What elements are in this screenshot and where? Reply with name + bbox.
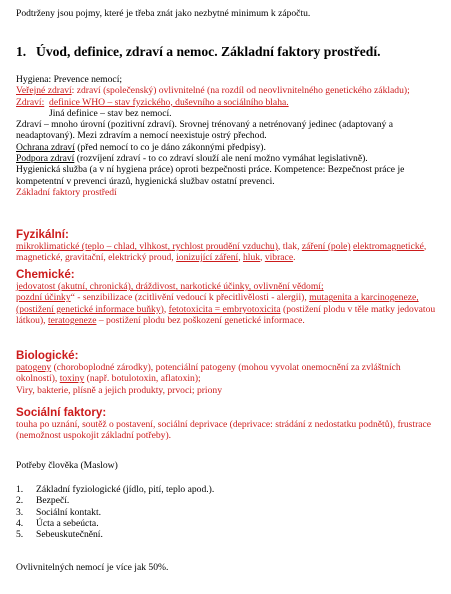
biologicke-heading: Biologické: [16,349,79,362]
podpora-zdravi-line [16,153,441,164]
pozdni-ucinky-term: pozdní účinky [16,292,71,304]
ochrana-zdravi-line [16,142,441,153]
jedovatost-term: jedovatost (akutní, chronická), dráždivost, narkotické účinky, ovlivnění vědomí; [16,281,324,292]
biologicke-text [16,362,441,385]
alternative-definition: Jiná definice – stav bez nemocí. [49,107,172,119]
zareni-term: záření (pole) [301,241,351,252]
toxiny-text: (např. botulotoxin, aflatoxin); [84,373,201,385]
zdravi-definition-line [16,97,441,108]
verejne-zdravi-line [16,85,441,96]
maslow-need-text: Bezpečí. [36,495,70,507]
hygiena-line: Hygiena: Prevence nemocí; [16,74,123,85]
hygienicka-sluzba-paragraph: Hygienická služba (a v ní hygiena práce) oproti bezpečnosti práce. Kompetence: Bezpečnost práce je kompetentní v prevenci úrazů, hygienická službav ostatní prevenci. [16,164,405,187]
maslow-needs-list [16,484,441,540]
maslow-need-text: Sebeuskutečnění. [36,529,103,541]
fetotoxicita-term: fetotoxicita = embryotoxicita [168,303,281,315]
fyzikalni-text-part: , tlak, [277,241,302,252]
verejne-zdravi-term: Veřejné zdraví [16,85,72,97]
toxiny-term: toxiny [59,373,85,385]
podpora-zdravi-text: (rozvíjení zdraví - to co zdraví slouží ale není možno vymáhat legislativně). [74,153,368,165]
fetotoxicita-text: (postižení plodu v těle matky jedovatou látkou), [16,303,436,326]
ionizujici-term: ionizující záření [176,252,239,264]
hygiene-section [16,74,441,198]
vibrace-term: vibrace [264,252,294,264]
socialni-section [16,406,441,442]
maslow-need-item [16,507,441,518]
zdravi-term: Zdraví: [16,96,45,108]
maslow-title: Potřeby člověka (Maslow) [16,460,118,471]
chemicke-text-part: , [163,303,169,315]
intro-paragraph: Podtrženy jsou pojmy, které je třeba znát jako nezbytné minimum k zápočtu. [16,8,311,19]
fyzikalni-section [16,228,441,264]
ochrana-zdravi-text: (před nemocí to co je dáno zákonnými předpisy). [74,141,266,153]
fyzikalni-heading: Fyzikální: [16,228,69,241]
maslow-need-number: 2. [16,495,24,507]
socialni-text: touha po uznání, soutěž o postavení, sociální deprivace (deprivace: strádání z nedostatku podnětů), frustrace (nemožnost uspokojit základní potřeby). [16,419,432,442]
chapter-number: 1. [16,44,27,59]
maslow-need-text: Základní fyziologické (jídlo, pití, teplo apod.). [36,484,215,495]
mikroklimaticke-term: mikroklimatické (teplo – chlad, vlhkost, rychlost proudění vzduchu) [16,241,278,252]
fyzikalni-text-part: , [238,252,243,264]
chemicke-heading: Chemické: [16,268,75,281]
chapter-heading [16,44,441,60]
maslow-need-item [16,484,441,495]
mutagenita-term: mutagenita a karcinogeneze, (postižení genetické informace buňky) [16,292,419,315]
pozdni-ucinky-text: “ - senzibilizace (zcitlivění vedoucí k přecitlivělosti - alergii), [70,292,310,304]
patogeny-text: (choroboplodné zárodky), potenciální patogeny (mohou vyvolat onemocnění za zvláštních okolností), [16,362,401,385]
maslow-need-number: 4. [16,517,24,529]
fyzikalni-text [16,241,441,264]
chemicke-text [16,281,441,326]
teratogeneze-text: – postižení plodu bez poškození genetické informace. [96,314,305,326]
fyzikalni-text-part: , [260,252,265,264]
who-definition: definice WHO – stav fyzického, duševního a sociálního blaha. [49,96,289,108]
maslow-need-text: Úcta a sebeúcta. [36,517,99,529]
fyzikalni-text-part: . [293,252,296,264]
zdravi-levels-paragraph: Zdraví – mnoho úrovní (pozitivní zdraví). Srovnej trénovaný a netrénovaný jedinec (adaptovaný a neadaptovaný). Mezi zdravím a nemocí neexistuje ostrý přechod. [16,119,393,142]
chapter-title: Úvod, definice, zdraví a nemoc. Základní faktory prostředí. [36,44,381,59]
maslow-need-item [16,529,441,540]
maslow-need-number: 5. [16,529,24,541]
elektromagneticke-term: elektromagnetické [353,241,424,252]
biologicke-section [16,349,441,396]
hluk-term: hluk [242,252,261,264]
socialni-heading: Sociální faktory: [16,406,107,419]
footer-note: Ovlivnitelných nemocí je více jak 50%. [16,562,169,573]
maslow-need-item [16,518,441,529]
maslow-need-item [16,495,441,506]
maslow-need-number: 1. [16,484,24,495]
patogeny-term: patogeny [16,362,52,373]
chemicke-section [16,268,441,326]
maslow-need-text: Sociální kontakt. [36,506,102,518]
zakladni-faktory-label: Základní faktory prostředí [16,186,117,198]
verejne-zdravi-text: : zdraví (společenský) ovlivnitelné (na rozdíl od neovlivnitelného genetického základu); [71,85,410,97]
maslow-need-number: 3. [16,506,24,518]
podpora-zdravi-term: Podpora zdraví [16,153,75,165]
viry-line: Viry, bakterie, plísně a jejich produkty, prvoci; priony [16,384,222,396]
ochrana-zdravi-term: Ochrana zdraví [16,141,75,153]
teratogeneze-term: teratogeneze [47,314,97,326]
fyzikalni-text-part: , magnetické, gravitační, elektrický proud, [16,241,427,264]
